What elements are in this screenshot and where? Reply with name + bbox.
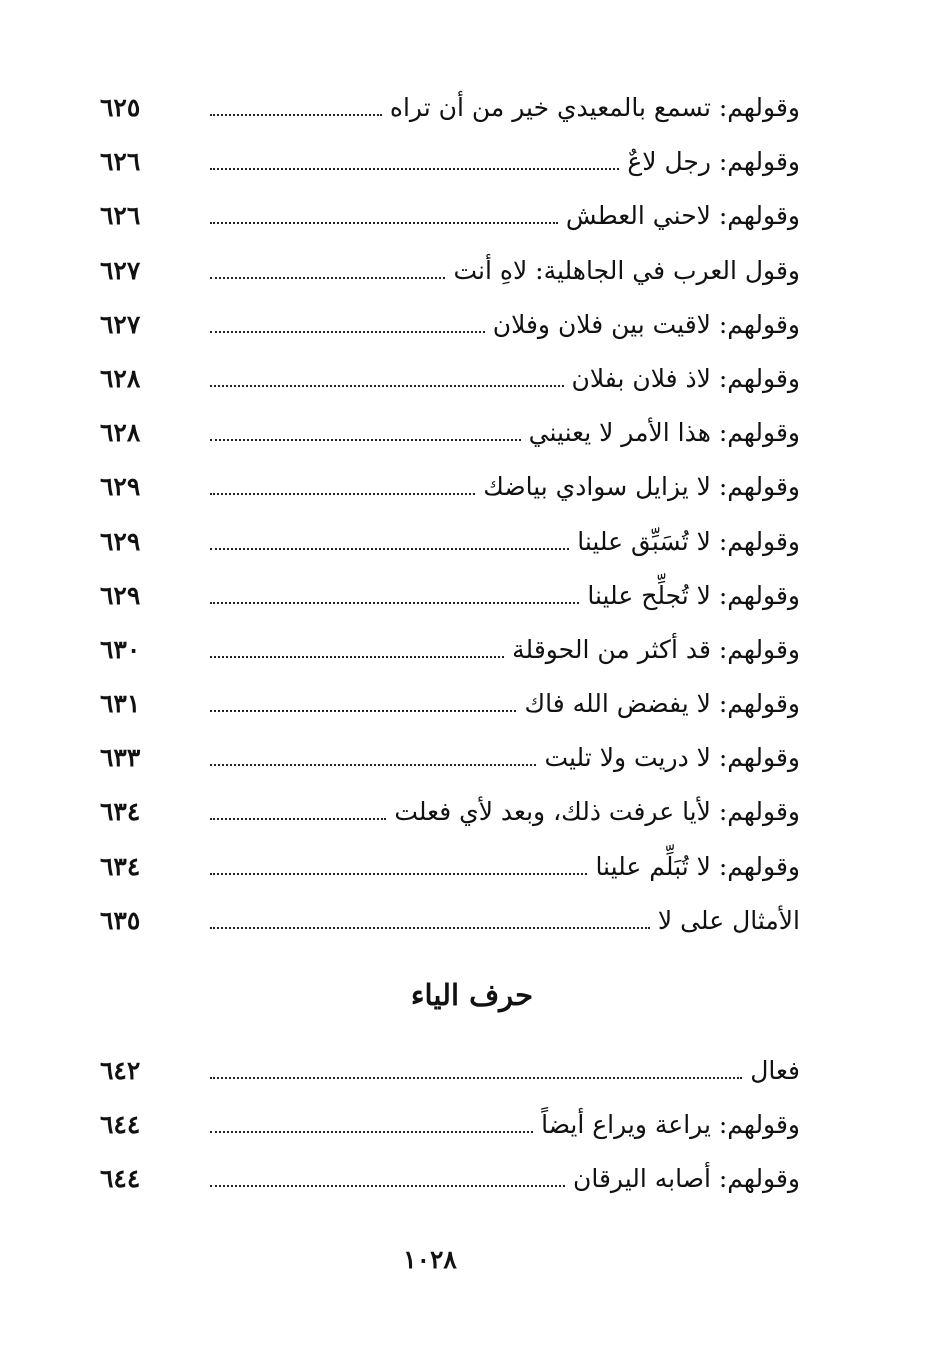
toc-list-bottom bbox=[100, 1056, 800, 1219]
toc-entry-page: ٦٢٩ bbox=[100, 526, 141, 556]
dot-leader bbox=[210, 384, 564, 387]
toc-entry-page: ٦٢٨ bbox=[100, 363, 141, 393]
toc-entry bbox=[100, 201, 800, 255]
toc-entry bbox=[100, 256, 800, 310]
toc-entry-page: ٦٤٤ bbox=[100, 1110, 141, 1140]
toc-entry-title: وقول العرب في الجاهلية: لاهِ أنت bbox=[453, 255, 800, 285]
toc-entry-title: وقولهم: لا تُسَبِّق علينا bbox=[577, 526, 800, 556]
dot-leader bbox=[210, 276, 445, 279]
toc-entry bbox=[100, 418, 800, 472]
dot-leader bbox=[210, 817, 386, 820]
toc-entry bbox=[100, 147, 800, 201]
dot-leader bbox=[210, 492, 475, 495]
toc-entry-page: ٦٢٩ bbox=[100, 472, 141, 502]
section-heading: حرف الياء bbox=[410, 978, 534, 1012]
dot-leader bbox=[210, 872, 587, 875]
dot-leader bbox=[210, 1130, 533, 1133]
toc-entry bbox=[100, 635, 800, 689]
toc-entry-page: ٦٤٤ bbox=[100, 1164, 141, 1194]
toc-entry bbox=[100, 743, 800, 797]
toc-entry-title: الأمثال على لا bbox=[657, 905, 800, 935]
page-number: ١٠٢٨ bbox=[403, 1245, 457, 1274]
toc-entry bbox=[100, 581, 800, 635]
dot-leader bbox=[210, 709, 516, 712]
toc-entry-page: ٦٣١ bbox=[100, 689, 141, 719]
dot-leader bbox=[210, 1076, 742, 1079]
toc-entry-title: وقولهم: أصابه اليرقان bbox=[572, 1164, 800, 1194]
toc-entry-page: ٦٢٨ bbox=[100, 418, 141, 448]
dot-leader bbox=[210, 763, 536, 766]
dot-leader bbox=[210, 655, 504, 658]
toc-entry bbox=[100, 1110, 800, 1164]
toc-entry bbox=[100, 310, 800, 364]
dot-leader bbox=[210, 1184, 565, 1187]
toc-entry bbox=[100, 1056, 800, 1110]
dot-leader bbox=[210, 547, 569, 550]
toc-entry-page: ٦٢٥ bbox=[100, 93, 141, 122]
toc-entry-title: وقولهم: لاذ فلان بفلان bbox=[571, 363, 800, 393]
toc-entry bbox=[100, 527, 800, 581]
toc-entry bbox=[100, 797, 800, 851]
toc-entry bbox=[100, 1164, 800, 1218]
toc-entry-title: وقولهم: لاقيت بين فلان وفلان bbox=[492, 309, 800, 339]
toc-entry bbox=[100, 689, 800, 743]
toc-entry-title: وقولهم: لا يزايل سوادي بياضك bbox=[483, 472, 800, 502]
toc-entry-title: وقولهم: لا تُجلِّح علينا bbox=[587, 580, 800, 610]
dot-leader bbox=[210, 601, 579, 604]
toc-entry-title: فعال bbox=[750, 1056, 800, 1085]
dot-leader bbox=[210, 167, 619, 170]
toc-entry-title: وقولهم: لا دريت ولا تليت bbox=[544, 743, 800, 773]
dot-leader bbox=[210, 113, 382, 116]
toc-entry-page: ٦٣٣ bbox=[100, 743, 141, 773]
toc-entry-page: ٦٢٩ bbox=[100, 580, 141, 610]
toc-entry-page: ٦٣٥ bbox=[100, 905, 141, 935]
toc-entry-page: ٦٢٧ bbox=[100, 309, 141, 339]
dot-leader bbox=[210, 926, 650, 929]
toc-entry-title: وقولهم: تسمع بالمعيدي خير من أن تراه bbox=[389, 93, 800, 122]
toc-entry-title: وقولهم: رجل لاعٌ bbox=[627, 147, 800, 177]
dot-leader bbox=[210, 438, 521, 441]
toc-entry bbox=[100, 906, 800, 960]
toc-entry-title: وقولهم: لا يفضض الله فاك bbox=[524, 689, 800, 719]
dot-leader bbox=[210, 330, 485, 333]
toc-entry bbox=[100, 852, 800, 906]
toc-entry-page: ٦٢٦ bbox=[100, 201, 141, 231]
toc-entry bbox=[100, 93, 800, 147]
toc-entry-title: وقولهم: لأيا عرفت ذلك، وبعد لأي فعلت bbox=[394, 797, 800, 827]
toc-entry bbox=[100, 472, 800, 526]
toc-entry-page: ٦٢٧ bbox=[100, 255, 141, 285]
toc-entry-title: وقولهم: لا تُبَلِّم علينا bbox=[595, 851, 800, 881]
toc-entry-page: ٦٣٠ bbox=[100, 634, 141, 664]
toc-entry-title: وقولهم: يراعة ويراع أيضاً bbox=[541, 1110, 800, 1140]
toc-entry-title: وقولهم: لاحني العطش bbox=[565, 201, 800, 231]
toc-entry-title: وقولهم: هذا الأمر لا يعنيني bbox=[528, 418, 800, 448]
toc-entry-page: ٦٣٤ bbox=[100, 851, 141, 881]
toc-entry-page: ٦٤٢ bbox=[100, 1056, 141, 1085]
toc-entry bbox=[100, 364, 800, 418]
toc-list-top bbox=[100, 93, 800, 960]
toc-entry-page: ٦٣٤ bbox=[100, 797, 141, 827]
toc-entry-page: ٦٢٦ bbox=[100, 147, 141, 177]
toc-entry-title: وقولهم: قد أكثر من الحوقلة bbox=[512, 634, 800, 664]
dot-leader bbox=[210, 221, 558, 224]
